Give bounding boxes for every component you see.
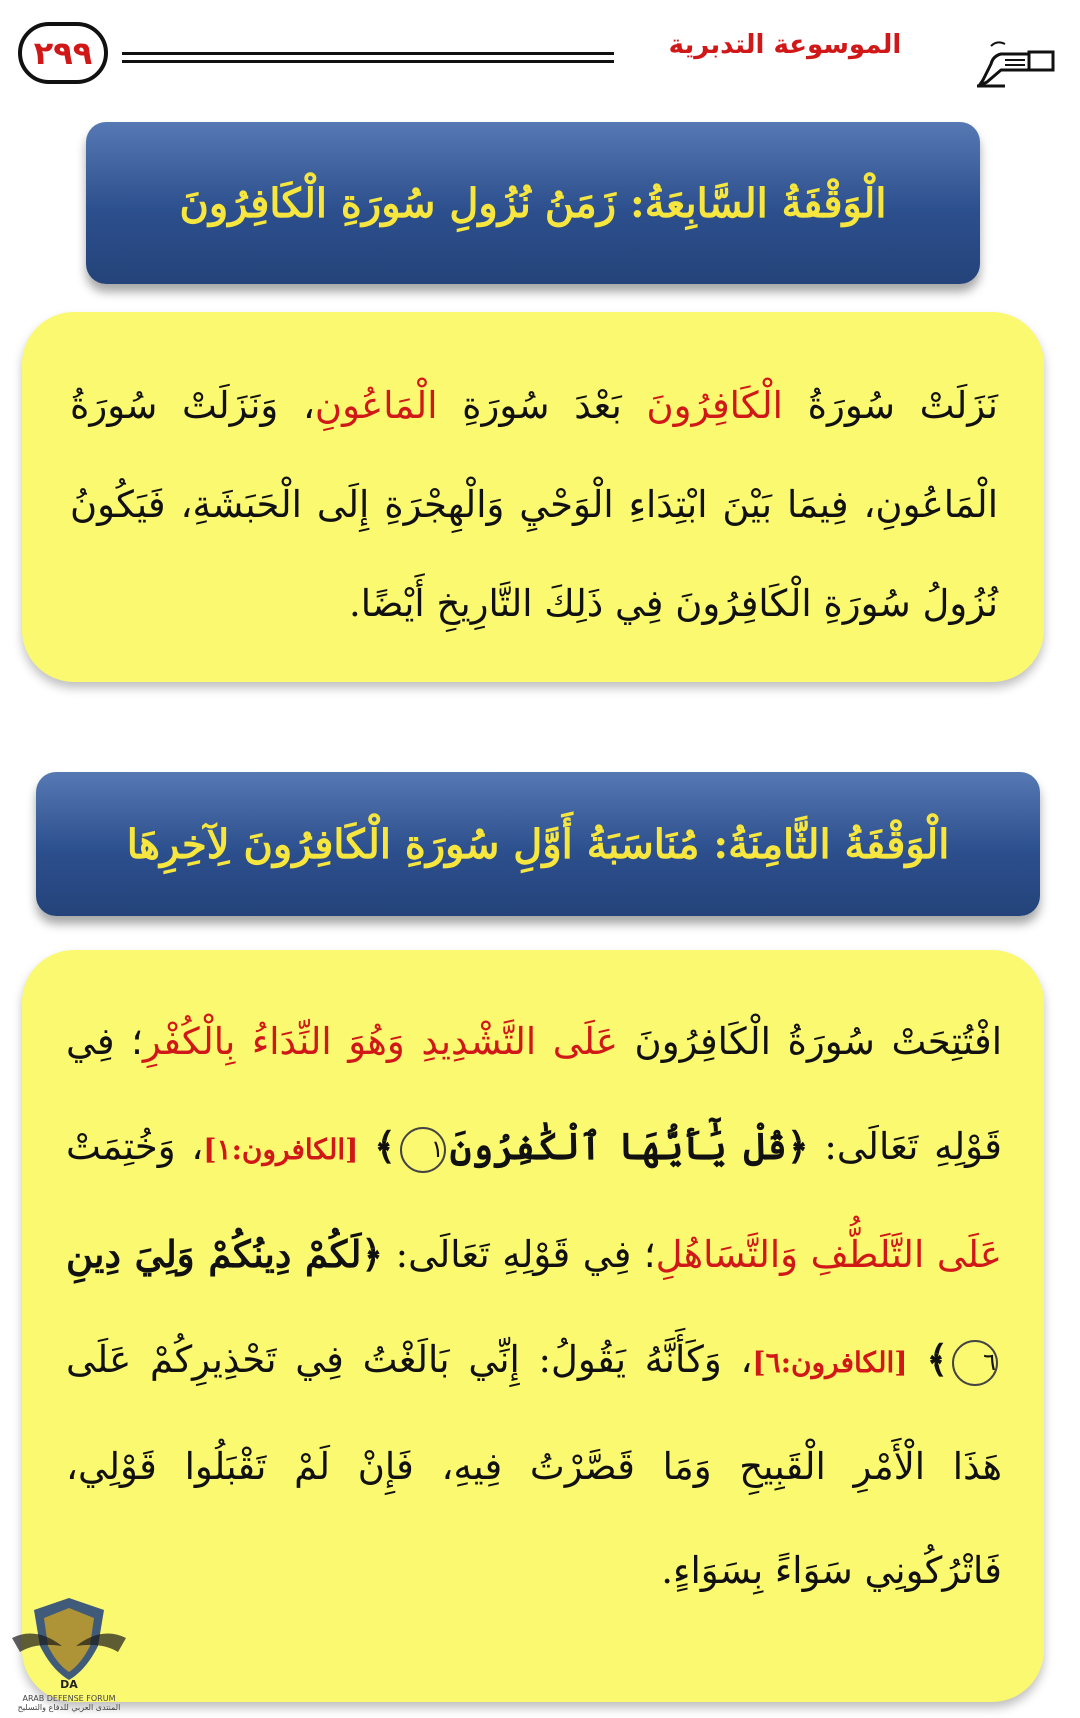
highlight-text: الْمَاعُونِ (314, 384, 438, 427)
page-number: ٢٩٩ (18, 22, 108, 84)
verse-reference: [الكافرون:١] (203, 1133, 359, 1166)
section-8-body (22, 950, 1044, 1702)
ayah-number-marker: ١ (400, 1127, 446, 1173)
section-7-heading: الْوَقْفَةُ السَّابِعَةُ: زَمَنُ نُزُولِ سُورَةِ الْكَافِرُونَ (179, 179, 887, 227)
writing-hand-icon (975, 36, 1057, 88)
section-8-heading-box (36, 772, 1040, 916)
highlight-text: الْكَافِرُونَ (646, 384, 783, 427)
quran-verse: ﴿قُلْ يَٰٓأَيُّهَا ٱلْكَٰفِرُونَ (449, 1124, 809, 1168)
body-text: ؛ فِي قَوْلِهِ تَعَالَى: (383, 1233, 656, 1276)
forum-watermark-logo (6, 1588, 132, 1710)
page-header (0, 0, 1080, 110)
watermark-name-en: ARAB DEFENSE FORUM (22, 1694, 116, 1703)
verse-reference: [الكافرون:٦] (752, 1346, 908, 1379)
highlight-text: عَلَى التَّلَطُّفِ وَالتَّسَاهُلِ (655, 1233, 1002, 1276)
section-7-heading-box (86, 122, 980, 284)
body-text: ، وَخُتِمَتْ (66, 1125, 204, 1168)
body-text: ، وَكَأَنَّهُ يَقُولُ: إِنِّي بَالَغْتُ فِي تَحْذِيرِكُمْ عَلَى هَذَا الْأَمْرِ الْقَبِيحِ وَمَا قَصَّرْتُ فِيهِ، فَإِنْ لَمْ تَقْبَلُوا قَوْلِي، فَاتْرُكُونِي سَوَاءً بِسَوَاءٍ. (66, 1338, 1002, 1592)
section-8-heading: الْوَقْفَةُ الثَّامِنَةُ: مُنَاسَبَةُ أَوَّلِ سُورَةِ الْكَافِرُونَ لِآخِرِهَا (126, 820, 950, 868)
eagle-emblem-icon (6, 1588, 132, 1692)
body-text: افْتُتِحَتْ سُورَةُ الْكَافِرُونَ (617, 1020, 1002, 1063)
watermark-name-ar: المنتدى العربي للدفاع والتسليح (17, 1703, 121, 1712)
body-text: نَزَلَتْ سُورَةُ (782, 384, 998, 427)
book-title: الموسوعة التدبرية (668, 30, 902, 60)
header-rule (122, 52, 614, 68)
body-text: ؛ فِي قَوْلِهِ تَعَالَى: (66, 1020, 1002, 1168)
body-text: بَعْدَ سُورَةِ (437, 384, 647, 427)
verse-close-bracket: ﴾ (374, 1124, 396, 1168)
highlight-text: عَلَى التَّشْدِيدِ وَهُوَ النِّدَاءُ بِالْكُفْرِ (142, 1020, 618, 1063)
watermark-name (6, 1694, 132, 1712)
quran-verse: ﴿لَكُمْ دِينُكُمْ وَلِيَ دِينِ (66, 1232, 384, 1276)
watermark-initials: DA (60, 1678, 78, 1691)
verse-close-bracket: ﴾ (926, 1337, 948, 1381)
body-text: ، وَنَزَلَتْ سُورَةُ الْمَاعُونِ، فِيمَا بَيْنَ ابْتِدَاءِ الْوَحْيِ وَالْهِجْرَةِ إِلَى الْحَبَشَةِ، فَيَكُونُ نُزُولُ سُورَةِ الْكَافِرُونَ فِي ذَلِكَ التَّارِيخِ أَيْضًا. (70, 384, 998, 625)
ayah-number-marker: ٦ (952, 1340, 998, 1386)
section-7-body (22, 312, 1044, 682)
